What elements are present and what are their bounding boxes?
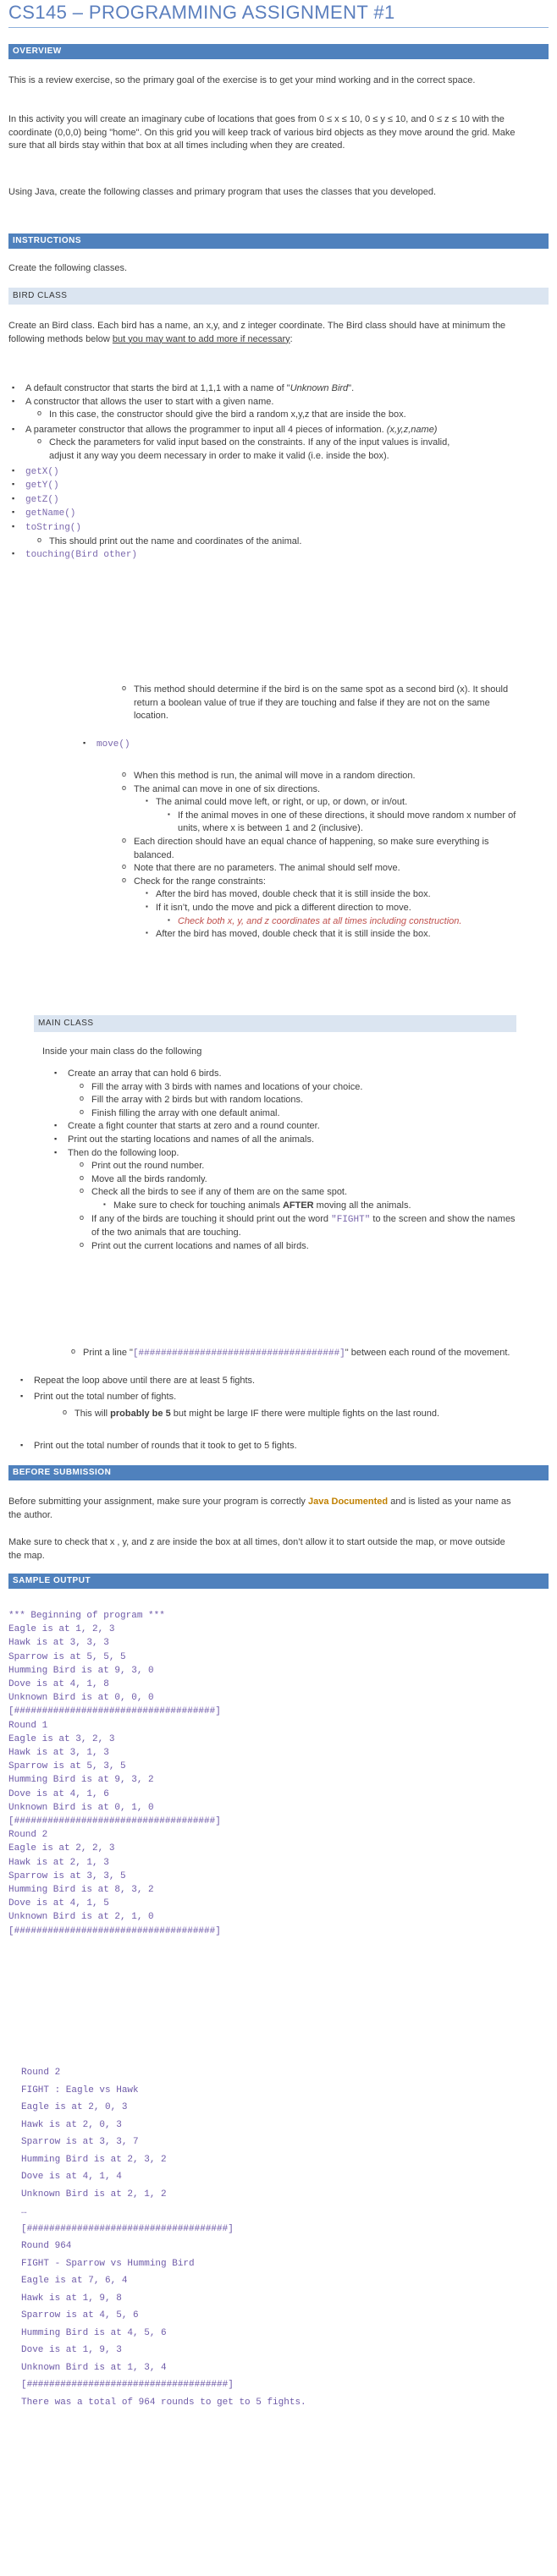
output-line: Round 1 — [8, 1720, 48, 1731]
output-line: [####################################] — [8, 1925, 221, 1936]
method-get-x: ▪ getX() — [0, 465, 474, 480]
list-item: ▪ If it isn’t, undo the move and pick a different direction to move. — [85, 902, 525, 915]
sample-output-heading: SAMPLE OUTPUT — [8, 1574, 549, 1589]
list-item: o When this method is run, the animal will move in a random direction. — [85, 770, 525, 783]
output-line: Sparrow is at 4, 5, 6 — [21, 2310, 139, 2321]
output-line: Unknown Bird is at 0, 1, 0 — [8, 1802, 154, 1813]
list-item: ▪ If the animal moves in one of these directions, it should move random x number of units, where x is between 1 and 2 (inclusive). — [85, 810, 525, 836]
output-line: Dove is at 4, 1, 8 — [8, 1679, 109, 1690]
list-item: o Check the parameters for valid input based on the constraints. If any of the input values is invalid, adjust it any way you deem necessary in order to make it valid (i.e. inside the box). — [0, 437, 474, 463]
list-item: ▪ A default constructor that starts the bird at 1,1,1 with a name of "Unknown Bird". — [0, 382, 474, 396]
output-line: Humming Bird is at 2, 3, 2 — [21, 2154, 167, 2165]
bird-requirements-list — [0, 382, 474, 563]
output-line: [####################################] — [8, 1816, 221, 1827]
overview-heading: OVERVIEW — [8, 44, 549, 59]
move-details-list — [85, 770, 525, 942]
output-line: [####################################] — [8, 1706, 221, 1717]
output-line: Eagle is at 2, 0, 3 — [21, 2102, 128, 2112]
instructions-heading: INSTRUCTIONS — [8, 233, 549, 249]
output-line: Sparrow is at 3, 3, 7 — [21, 2137, 139, 2147]
output-line: Eagle is at 1, 2, 3 — [8, 1624, 115, 1635]
output-line: Unknown Bird is at 1, 3, 4 — [21, 2362, 167, 2373]
list-item: o Print out the current locations and names of all birds. — [42, 1240, 516, 1254]
output-line: Humming Bird is at 9, 3, 2 — [8, 1775, 154, 1786]
list-item: ▪ Create an array that can hold 6 birds. — [42, 1068, 516, 1081]
output-line: Unknown Bird is at 0, 0, 0 — [8, 1693, 154, 1704]
list-item: ▪ After the bird has moved, double check that it is still inside the box. — [85, 928, 525, 942]
loop-tail-list — [34, 1347, 525, 1361]
main-class-list — [42, 1068, 516, 1254]
list-item: o This method should determine if the bird is on the same spot as a second bird (x). It should return a boolean value of true if they are touching and false if they are not on the same location. — [85, 684, 525, 723]
output-line: Hawk is at 2, 1, 3 — [8, 1857, 109, 1868]
output-line: *** Beginning of program *** — [8, 1611, 165, 1621]
list-item: ▪ The animal could move left, or right, or up, or down, or in/out. — [85, 796, 525, 810]
list-item: o This should print out the name and coordinates of the animal. — [0, 536, 474, 549]
list-item: o Fill the array with 3 birds with names and locations of your choice. — [42, 1081, 516, 1095]
output-line: [####################################] — [21, 2223, 234, 2234]
method-get-z: ▪ getZ() — [0, 493, 474, 508]
list-item: ▪ After the bird has moved, double check that it is still inside the box. — [85, 888, 525, 902]
output-line: Dove is at 4, 1, 6 — [8, 1788, 109, 1799]
list-item: o The animal can move in one of six directions. — [85, 783, 525, 797]
bird-class-heading: BIRD CLASS — [8, 288, 549, 305]
list-item: ▪ Make sure to check for touching animals AFTER moving all the animals. — [42, 1200, 516, 1213]
list-item: ▪ A constructor that allows the user to start with a given name. — [0, 396, 474, 409]
output-line: Sparrow is at 5, 3, 5 — [8, 1761, 126, 1772]
output-line: Hawk is at 2, 0, 3 — [21, 2119, 122, 2130]
output-line: Round 964 — [21, 2241, 72, 2251]
output-line: There was a total of 964 rounds to get to 5 fights. — [21, 2397, 306, 2408]
bird-class-intro: Create an Bird class. Each bird has a name, an x,y, and z integer coordinate. The Bird class should have at minimum the following methods below but you may want to add more if necessary: — [8, 321, 506, 344]
list-item: o Print out the round number. — [42, 1160, 516, 1173]
list-item: o Print a line "[####################################]" between each round of the movement. — [34, 1347, 525, 1361]
list-item: ▪ Then do the following loop. — [42, 1147, 516, 1161]
output-line: Dove is at 1, 9, 3 — [21, 2345, 122, 2355]
output-line: Sparrow is at 5, 5, 5 — [8, 1651, 126, 1662]
list-item: o Finish filling the array with one default animal. — [42, 1107, 516, 1121]
list-item: ▪ Check both x, y, and z coordinates at all times including construction. — [85, 915, 525, 929]
output-line: Hawk is at 3, 1, 3 — [8, 1748, 109, 1759]
list-item: ▪ A parameter constructor that allows the programmer to input all 4 pieces of information. (x,y,z,name) — [0, 424, 474, 437]
method-to-string: ▪ toString() — [0, 521, 474, 536]
list-item: ▪ Repeat the loop above until there are at least 5 fights. — [8, 1375, 525, 1388]
output-line: Humming Bird is at 8, 3, 2 — [8, 1885, 154, 1896]
output-line: Hawk is at 3, 3, 3 — [8, 1638, 109, 1649]
output-line: Unknown Bird is at 2, 1, 0 — [8, 1912, 154, 1923]
output-line: Eagle is at 2, 2, 3 — [8, 1843, 115, 1854]
sample-output-block-2 — [21, 2064, 536, 2411]
output-line: Sparrow is at 3, 3, 5 — [8, 1870, 126, 1881]
before-submission-paragraph-2: Make sure to check that x , y, and z are inside the box at all times, don’t allow it to start outside the map, or move outside the map. — [8, 1537, 505, 1561]
output-line: Round 2 — [8, 1830, 48, 1841]
overview-paragraph-2: In this activity you will create an imaginary cube of locations that goes from 0 ≤ x ≤ 10, 0 ≤ y ≤ 10, and 0 ≤ z ≤ 10 with the coordinate (0,0,0) being "home". On this grid you will keep track of various bird objects as they move around the grid. Make sure that all birds stay within that box at all times including when they are created. — [8, 114, 516, 151]
list-item: o Each direction should have an equal chance of happening, so make sure everything is balanced. — [85, 836, 525, 862]
list-item: o If any of the birds are touching it should print out the word "FIGHT" to the screen and show the names of the two animals that are touching. — [42, 1213, 516, 1240]
list-item: ▪ Print out the total number of rounds that it took to get to 5 fights. — [8, 1440, 525, 1453]
output-line: Humming Bird is at 9, 3, 0 — [8, 1665, 154, 1676]
page-title: CS145 – PROGRAMMING ASSIGNMENT #1 — [8, 0, 549, 28]
instructions-paragraph: Create the following classes. — [8, 263, 128, 273]
touching-move-list — [85, 684, 525, 723]
method-get-name: ▪ getName() — [0, 507, 474, 521]
main-class-intro: Inside your main class do the following — [42, 1046, 202, 1057]
output-line: FIGHT : Eagle vs Hawk — [21, 2084, 139, 2095]
before-submission-paragraph-1: Before submitting your assignment, make sure your program is correctly Java Documented and is listed as your name as the author. — [8, 1497, 511, 1520]
output-line: Dove is at 4, 1, 5 — [8, 1898, 109, 1909]
list-item: o Fill the array with 2 birds but with random locations. — [42, 1094, 516, 1107]
list-item: o This will probably be 5 but might be large IF there were multiple fights on the last round. — [25, 1408, 499, 1421]
list-item: ▪ Print out the total number of fights. — [8, 1391, 525, 1404]
main-class-heading: MAIN CLASS — [34, 1015, 516, 1032]
method-get-y: ▪ getY() — [0, 479, 474, 493]
list-item: ▪ Create a fight counter that starts at zero and a round counter. — [42, 1120, 516, 1134]
output-line: … — [21, 2206, 27, 2216]
output-line: Round 2 — [21, 2068, 61, 2078]
output-line: Eagle is at 7, 6, 4 — [21, 2276, 128, 2286]
output-line: Dove is at 4, 1, 4 — [21, 2172, 122, 2182]
method-touching: ▪ touching(Bird other) — [0, 548, 474, 563]
overview-paragraph-3: Using Java, create the following classes and primary program that uses the classes that you developed. — [8, 187, 437, 197]
method-move: ▪ move() — [71, 738, 528, 752]
list-item: ▪ Print out the starting locations and names of all the animals. — [42, 1134, 516, 1147]
output-line: Hawk is at 1, 9, 8 — [21, 2293, 122, 2304]
list-item: o Check for the range constraints: — [85, 876, 525, 889]
before-submission-heading: BEFORE SUBMISSION — [8, 1465, 549, 1480]
output-line: Unknown Bird is at 2, 1, 2 — [21, 2189, 167, 2200]
list-item: o Move all the birds randomly. — [42, 1173, 516, 1187]
list-item: o Note that there are no parameters. The animal should self move. — [85, 862, 525, 876]
output-line: FIGHT - Sparrow vs Humming Bird — [21, 2258, 195, 2269]
list-item: o In this case, the constructor should give the bird a random x,y,z that are inside the box. — [0, 409, 474, 422]
output-line: Humming Bird is at 4, 5, 6 — [21, 2327, 167, 2338]
output-line: [####################################] — [21, 2380, 234, 2390]
list-item: o Check all the birds to see if any of them are on the same spot. — [42, 1186, 516, 1200]
sample-output-block-1 — [8, 1609, 549, 1938]
output-line: Eagle is at 3, 2, 3 — [8, 1733, 115, 1744]
overview-paragraph-1: This is a review exercise, so the primary goal of the exercise is to get your mind working and in the correct space. — [8, 75, 476, 85]
